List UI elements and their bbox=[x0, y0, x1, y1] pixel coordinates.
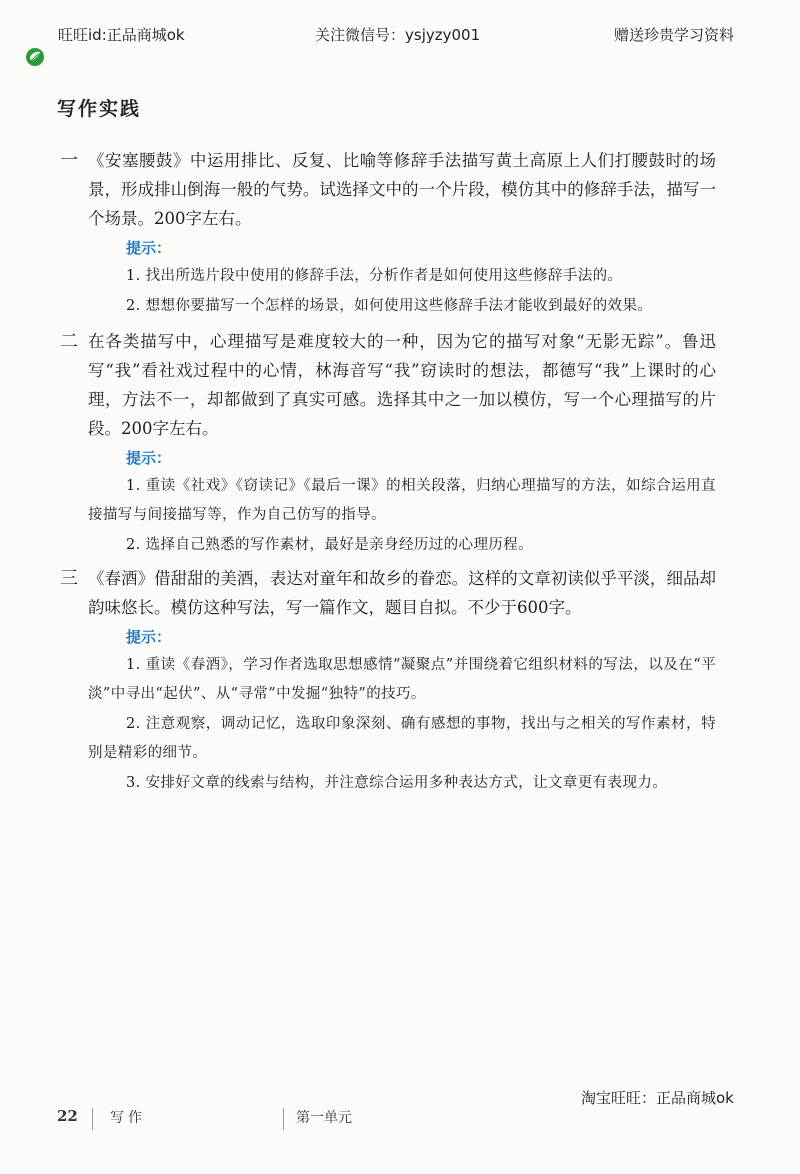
green-leaf-logo-icon bbox=[25, 47, 45, 67]
watermark-bottom: 淘宝旺旺：正品商城ok bbox=[581, 1089, 734, 1107]
watermark-top-right: 赠送珍贵学习资料 bbox=[614, 26, 735, 44]
tip-item: 1. 重读《社戏》《窃读记》《最后一课》的相关段落，归纳心理描写的方法，如综合运用直接描写与间接描写等，作为自己仿写的指导。 bbox=[88, 478, 716, 523]
page-number: 22 bbox=[57, 1107, 78, 1125]
exercise-1 bbox=[0, 146, 800, 321]
watermark-top-center: 关注微信号：ysjyzy001 bbox=[315, 26, 481, 44]
exercise-text: 《安塞腰鼓》中运用排比、反复、比喻等修辞手法描写黄土高原上人们打腰鼓时的场景，形成排山倒海一般的气势。试选择文中的一个片段，模仿其中的修辞手法，描写一个场景。200字左右。 bbox=[88, 151, 716, 228]
tip-item: 2. 想想你要描写一个怎样的场景，如何使用这些修辞手法才能收到最好的效果。 bbox=[126, 298, 653, 314]
tip-label: 提示： bbox=[126, 449, 172, 467]
exercise-2 bbox=[0, 327, 800, 560]
footer-divider bbox=[283, 1108, 284, 1130]
tip-item: 1. 重读《春酒》，学习作者选取思想感情“凝聚点”并围绕着它组织材料的写法，以及在“平淡”中寻出“起伏”、从“寻常”中发掘“独特”的技巧。 bbox=[88, 657, 716, 702]
tip-label: 提示： bbox=[126, 628, 172, 646]
tip-item: 3. 安排好文章的线索与结构，并注意综合运用多种表达方式，让文章更有表现力。 bbox=[126, 775, 668, 791]
exercise-number: 一 bbox=[60, 150, 78, 171]
exercise-3 bbox=[0, 564, 800, 798]
exercise-number: 三 bbox=[60, 568, 78, 589]
exercise-text: 《春酒》借甜甜的美酒，表达对童年和故乡的眷恋。这样的文章初读似乎平淡，细品却韵味悠长。模仿这种写法，写一篇作文，题目自拟。不少于600字。 bbox=[88, 569, 716, 617]
tip-item: 1. 找出所选片段中使用的修辞手法，分析作者是如何使用这些修辞手法的。 bbox=[126, 268, 623, 284]
tip-label: 提示： bbox=[126, 239, 172, 257]
exercise-number: 二 bbox=[60, 331, 78, 352]
footer-section-name: 写作 bbox=[110, 1110, 146, 1126]
footer-divider bbox=[92, 1108, 93, 1130]
exercise-text: 在各类描写中，心理描写是难度较大的一种，因为它的描写对象“无影无踪”。鲁迅写“我”看社戏过程中的心情，林海音写“我”窃读时的想法，都德写“我”上课时的心理，方法不一，却都做到了真实可感。选择其中之一加以模仿，写一个心理描写的片段。200字左右。 bbox=[88, 332, 716, 438]
footer-unit-name: 第一单元 bbox=[296, 1110, 352, 1126]
section-title: 写作实践 bbox=[57, 98, 142, 120]
exercise-list bbox=[0, 146, 800, 798]
tip-item: 2. 选择自己熟悉的写作素材，最好是亲身经历过的心理历程。 bbox=[126, 537, 534, 553]
watermark-top-left: 旺旺id:正品商城ok bbox=[58, 26, 185, 44]
tip-item: 2. 注意观察，调动记忆，选取印象深刻、确有感想的事物，找出与之相关的写作素材，特别是精彩的细节。 bbox=[88, 716, 716, 761]
